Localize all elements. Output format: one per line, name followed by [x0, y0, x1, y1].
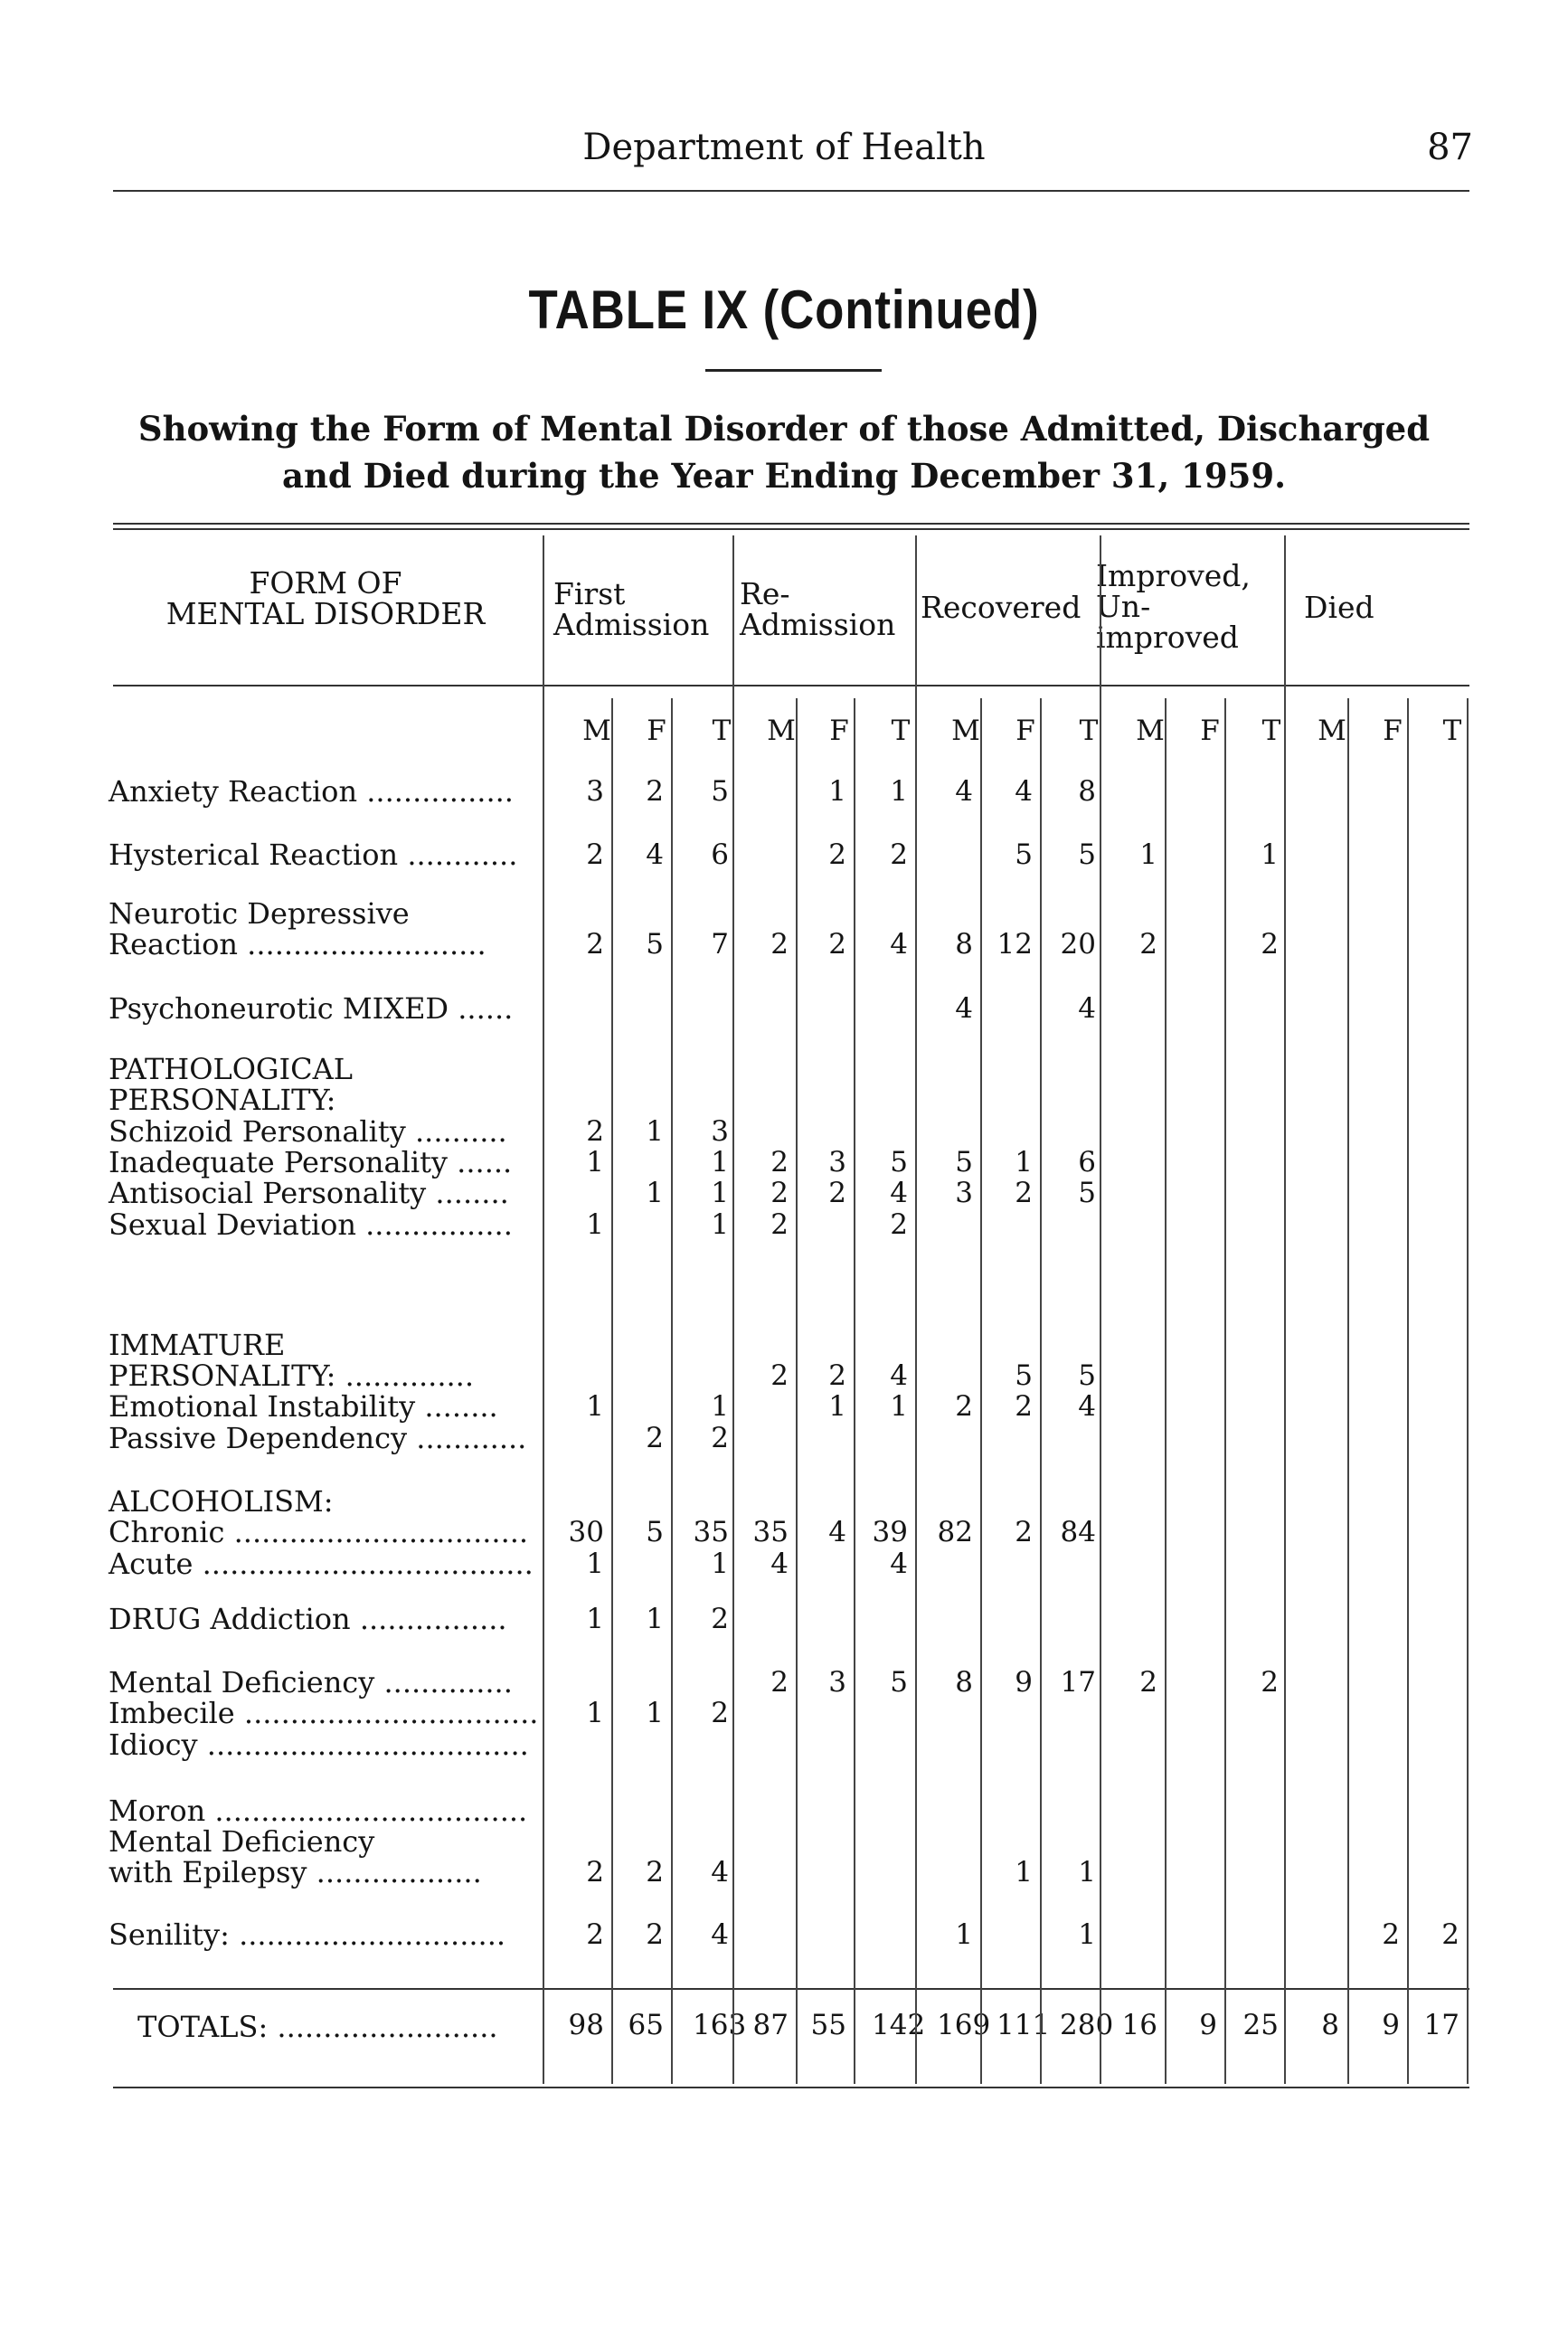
data-cell: 2	[586, 1918, 604, 1951]
data-cell: 4	[890, 1177, 908, 1209]
subheader-re-m: M	[767, 715, 796, 747]
subcolumn-divider	[1467, 698, 1469, 2084]
header-first-admission: First Admission	[553, 576, 710, 642]
data-cell: 5	[711, 775, 729, 808]
data-cell: 1	[646, 1603, 664, 1635]
subheader-died-f: F	[1383, 715, 1403, 747]
table-title: TABLE IX (Continued)	[528, 279, 1040, 340]
subheader-first-t: T	[712, 715, 732, 747]
data-cell: 2	[1015, 1516, 1033, 1548]
data-cell: 1	[890, 1390, 908, 1423]
row-label: Moron ..................................	[109, 1794, 528, 1828]
row-label: Passive Dependency ............	[109, 1421, 527, 1455]
total-cell: 280	[1060, 2009, 1114, 2041]
data-cell: 2	[770, 928, 789, 961]
row-label: Idiocy ...................................	[109, 1728, 529, 1762]
data-cell: 1	[646, 1115, 664, 1148]
total-cell: 98	[568, 2009, 604, 2041]
data-cell: 2	[711, 1697, 729, 1729]
table-subtitle	[90, 405, 1478, 499]
data-cell: 2	[770, 1666, 789, 1699]
data-cell: 2	[828, 838, 846, 871]
row-label: Chronic ................................	[109, 1515, 529, 1549]
total-cell: 163	[693, 2009, 747, 2041]
data-cell: 2	[770, 1208, 789, 1241]
subheader-died-t: T	[1442, 715, 1462, 747]
data-cell: 2	[890, 838, 908, 871]
row-label: Antisocial Personality ........	[109, 1176, 509, 1210]
row-label: Sexual Deviation ................	[109, 1207, 513, 1242]
header-died: Died	[1304, 590, 1374, 625]
data-cell: 3	[828, 1666, 846, 1699]
total-cell: 8	[1321, 2009, 1339, 2041]
data-cell: 7	[711, 928, 729, 961]
subcolumn-divider	[1040, 698, 1042, 2084]
data-cell: 1	[1015, 1146, 1033, 1179]
data-cell: 5	[955, 1146, 973, 1179]
data-cell: 1	[1015, 1856, 1033, 1889]
row-label: Anxiety Reaction ................	[109, 774, 514, 809]
data-cell: 2	[770, 1146, 789, 1179]
data-cell: 5	[646, 1516, 664, 1548]
column-divider	[732, 535, 734, 2084]
data-cell: 1	[1078, 1918, 1096, 1951]
data-cell: 2	[1015, 1390, 1033, 1423]
subcolumn-divider	[854, 698, 855, 2084]
data-cell: 1	[586, 1603, 604, 1635]
subheader-imp-t: T	[1261, 715, 1281, 747]
data-cell: 2	[586, 1115, 604, 1148]
data-cell: 2	[955, 1390, 973, 1423]
row-label: IMMATURE	[109, 1328, 286, 1362]
data-cell: 4	[646, 838, 664, 871]
data-cell: 5	[1015, 838, 1033, 871]
data-cell: 1	[711, 1390, 729, 1423]
data-cell: 1	[646, 1177, 664, 1209]
data-cell: 39	[872, 1516, 908, 1548]
data-cell: 1	[711, 1208, 729, 1241]
data-cell: 5	[1078, 1177, 1096, 1209]
header-bottom-rule	[113, 685, 1469, 686]
total-cell: 65	[628, 2009, 664, 2041]
data-cell: 4	[890, 1548, 908, 1580]
subcolumn-divider	[1224, 698, 1226, 2084]
row-label: Inadequate Personality ......	[109, 1145, 513, 1179]
subheader-died-m: M	[1318, 715, 1346, 747]
data-cell: 2	[890, 1208, 908, 1241]
total-cell: 142	[872, 2009, 926, 2041]
data-cell: 2	[586, 928, 604, 961]
data-cell: 2	[646, 1856, 664, 1889]
table-top-rule-2	[113, 528, 1469, 530]
data-cell: 4	[711, 1918, 729, 1951]
row-label: Reaction ..........................	[109, 927, 486, 961]
row-label: Neurotic Depressive	[109, 896, 410, 931]
table-bottom-rule	[113, 2087, 1469, 2088]
data-cell: 4	[711, 1856, 729, 1889]
subcolumn-divider	[611, 698, 613, 2084]
subheader-rec-m: M	[951, 715, 980, 747]
page-number: 87	[1427, 127, 1473, 168]
row-label: Mental Deficiency ..............	[109, 1665, 513, 1699]
data-cell: 1	[711, 1548, 729, 1580]
subcolumn-divider	[671, 698, 673, 2084]
data-cell: 2	[1261, 1666, 1279, 1699]
data-cell: 82	[937, 1516, 973, 1548]
row-label: with Epilepsy ..................	[109, 1855, 482, 1889]
data-cell: 1	[828, 1390, 846, 1423]
data-cell: 35	[752, 1516, 789, 1548]
data-cell: 5	[646, 928, 664, 961]
data-cell: 1	[955, 1918, 973, 1951]
data-cell: 6	[1078, 1146, 1096, 1179]
title-rule	[705, 369, 882, 372]
data-cell: 84	[1060, 1516, 1096, 1548]
data-cell: 12	[997, 928, 1033, 961]
row-label: PERSONALITY: ..............	[109, 1359, 475, 1393]
subheader-imp-m: M	[1136, 715, 1165, 747]
subheader-rec-f: F	[1015, 715, 1035, 747]
column-divider	[915, 535, 917, 2084]
data-cell: 5	[1078, 1359, 1096, 1392]
data-cell: 1	[711, 1177, 729, 1209]
data-cell: 6	[711, 838, 729, 871]
data-cell: 4	[1078, 992, 1096, 1025]
data-cell: 2	[1015, 1177, 1033, 1209]
data-cell: 2	[586, 838, 604, 871]
data-cell: 5	[1015, 1359, 1033, 1392]
total-cell: 55	[810, 2009, 846, 2041]
data-cell: 1	[1139, 838, 1157, 871]
column-divider	[1284, 535, 1286, 2084]
data-cell: 1	[646, 1697, 664, 1729]
data-cell: 1	[711, 1146, 729, 1179]
data-cell: 2	[646, 1422, 664, 1454]
data-cell: 30	[568, 1516, 604, 1548]
data-cell: 4	[955, 775, 973, 808]
data-cell: 2	[711, 1422, 729, 1454]
total-cell: 9	[1199, 2009, 1217, 2041]
data-cell: 2	[1139, 928, 1157, 961]
data-cell: 5	[1078, 838, 1096, 871]
data-cell: 2	[828, 928, 846, 961]
data-cell: 4	[828, 1516, 846, 1548]
column-divider	[543, 535, 544, 2084]
data-cell: 5	[890, 1146, 908, 1179]
row-label: Senility: .............................	[109, 1917, 506, 1952]
data-cell: 3	[955, 1177, 973, 1209]
subcolumn-divider	[796, 698, 798, 2084]
row-label: Schizoid Personality ..........	[109, 1114, 507, 1149]
data-cell: 2	[1261, 928, 1279, 961]
data-cell: 9	[1015, 1666, 1033, 1699]
row-label: Imbecile ................................	[109, 1696, 539, 1730]
data-cell: 8	[955, 928, 973, 961]
row-label: DRUG Addiction ................	[109, 1602, 507, 1636]
data-cell: 2	[586, 1856, 604, 1889]
subcolumn-divider	[980, 698, 982, 2084]
data-cell: 1	[890, 775, 908, 808]
data-cell: 4	[890, 928, 908, 961]
header-re-admission: Re- Admission	[740, 576, 896, 642]
subcolumn-divider	[1347, 698, 1349, 2084]
data-cell: 2	[646, 1918, 664, 1951]
header-form-of-mental-disorder: FORM OF MENTAL DISORDER	[165, 565, 486, 631]
data-cell: 2	[828, 1359, 846, 1392]
subheader-re-t: T	[891, 715, 911, 747]
subheader-re-f: F	[829, 715, 849, 747]
data-cell: 2	[1382, 1918, 1400, 1951]
subcolumn-divider	[1165, 698, 1167, 2084]
data-cell: 4	[890, 1359, 908, 1392]
subheader-first-m: M	[582, 715, 611, 747]
data-cell: 4	[1015, 775, 1033, 808]
table-top-rule	[113, 523, 1469, 525]
data-cell: 8	[1078, 775, 1096, 808]
data-cell: 2	[646, 775, 664, 808]
subheader-first-f: F	[647, 715, 666, 747]
data-cell: 2	[770, 1177, 789, 1209]
data-cell: 1	[1261, 838, 1279, 871]
total-cell: 16	[1121, 2009, 1157, 2041]
subtitle-line-2: and Died during the Year Ending December 31, 1959.	[282, 456, 1286, 496]
row-label: Psychoneurotic MIXED ......	[109, 991, 514, 1026]
row-label: Acute ....................................	[109, 1547, 534, 1581]
header-improved-unimproved: Improved, Un- improved	[1096, 558, 1251, 655]
data-cell: 1	[586, 1697, 604, 1729]
data-cell: 5	[890, 1666, 908, 1699]
data-cell: 35	[693, 1516, 729, 1548]
data-cell: 1	[586, 1208, 604, 1241]
row-label: PATHOLOGICAL	[109, 1052, 353, 1086]
data-cell: 4	[1078, 1390, 1096, 1423]
totals-top-rule	[113, 1988, 1469, 1990]
subheader-rec-t: T	[1079, 715, 1099, 747]
total-cell: 169	[937, 2009, 991, 2041]
row-label: PERSONALITY:	[109, 1083, 336, 1117]
data-cell: 17	[1060, 1666, 1096, 1699]
running-title: Department of Health	[582, 127, 986, 168]
row-label: Mental Deficiency	[109, 1824, 375, 1859]
total-cell: 17	[1423, 2009, 1459, 2041]
total-cell: 87	[752, 2009, 789, 2041]
data-cell: 20	[1060, 928, 1096, 961]
data-cell: 1	[586, 1548, 604, 1580]
subcolumn-divider	[1407, 698, 1409, 2084]
subtitle-line-1: Showing the Form of Mental Disorder of those Admitted, Discharged	[137, 409, 1431, 449]
data-cell: 2	[828, 1177, 846, 1209]
data-cell: 2	[770, 1359, 789, 1392]
total-cell: 111	[997, 2009, 1051, 2041]
data-cell: 4	[770, 1548, 789, 1580]
data-cell: 2	[1441, 1918, 1459, 1951]
data-cell: 1	[586, 1390, 604, 1423]
totals-label: TOTALS: ........................	[137, 2010, 498, 2044]
data-cell: 1	[828, 775, 846, 808]
header-rule	[113, 190, 1469, 192]
data-cell: 1	[586, 1146, 604, 1179]
row-label: ALCOHOLISM:	[109, 1484, 334, 1519]
row-label: Hysterical Reaction ............	[109, 838, 518, 872]
data-cell: 1	[1078, 1856, 1096, 1889]
data-cell: 3	[711, 1115, 729, 1148]
column-divider	[1100, 535, 1101, 2084]
data-cell: 2	[711, 1603, 729, 1635]
data-cell: 3	[586, 775, 604, 808]
data-cell: 4	[955, 992, 973, 1025]
data-cell: 2	[1139, 1666, 1157, 1699]
subheader-imp-f: F	[1200, 715, 1220, 747]
total-cell: 9	[1382, 2009, 1400, 2041]
total-cell: 25	[1242, 2009, 1279, 2041]
data-cell: 8	[955, 1666, 973, 1699]
data-cell: 3	[828, 1146, 846, 1179]
row-label: Emotional Instability ........	[109, 1389, 498, 1424]
header-recovered: Recovered	[921, 590, 1082, 625]
running-head	[0, 127, 1568, 181]
